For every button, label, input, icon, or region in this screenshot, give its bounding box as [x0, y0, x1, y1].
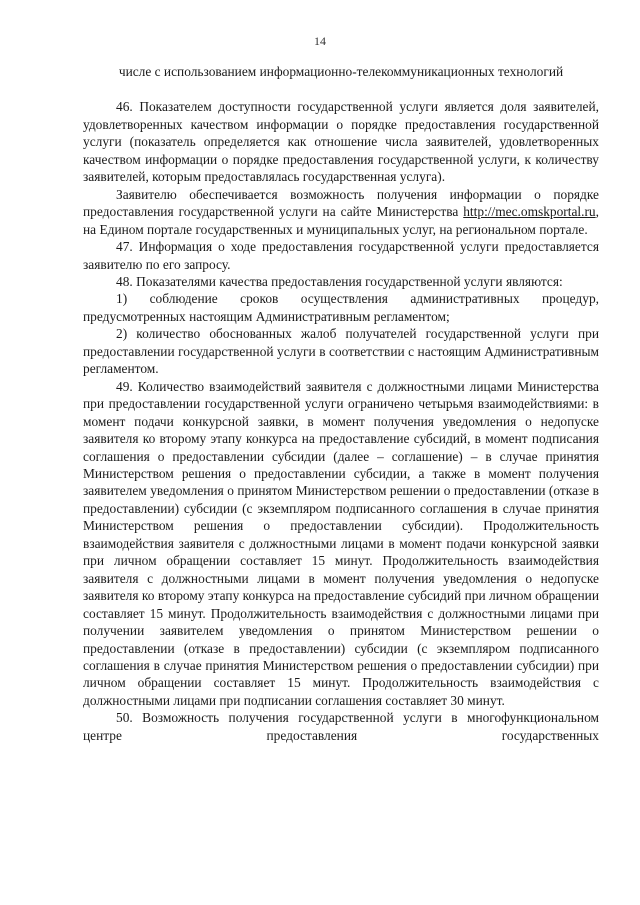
- paragraph-48-item-1: 1) соблюдение сроков осуществления административных процедур, предусмотренных настоящим Административным регламентом;: [83, 291, 599, 324]
- paragraph-46-info-text-after: , на Едином портале государственных и муниципальных услуг, на региональном портале.: [83, 204, 599, 237]
- paragraph-48-item-2: 2) количество обоснованных жалоб получателей государственной услуги при предоставлении государственной услуги в соответствии с настоящим Административным регламентом.: [83, 326, 599, 377]
- page-number: 14: [314, 34, 326, 48]
- paragraph-50: 50. Возможность получения государственной услуги в многофункциональном центре предоставления государственных: [83, 710, 599, 743]
- document-body: [83, 63, 599, 744]
- paragraph-49: 49. Количество взаимодействий заявителя с должностными лицами Министерства при предоставлении государственной услуги ограничено четырьмя взаимодействиями: в момент подачи конкурсной заявки, в момент получения уведомления о недопуске заявителя ко второму этапу конкурса на предоставление субсидий, в момент подписания соглашения о предоставлении субсидии (далее – соглашение) – в случае принятия Министерством решения о предоставлении субсидии, а также в момент получения заявителем уведомления о принятом Министерством решении о предоставлении (отказе в предоставлении) субсидии (с экземпляром подписанного соглашения в случае принятия Министерством решения о предоставлении субсидии). Продолжительность взаимодействия заявителя с должностными лицами в момент подачи конкурсной заявки при личном обращении составляет 15 минут. Продолжительность взаимодействия заявителя с должностными лицами в момент получения уведомления о недопуске заявителя ко второму этапу конкурса на предоставление субсидий при личном обращении составляет 15 минут. Продолжительность взаимодействия с должностными лицами при получении заявителем уведомления о принятом Министерством решении о предоставлении (отказе в предоставлении) субсидии (с экземпляром подписанного соглашения в случае принятия Министерством решения о предоставлении субсидии) при личном обращении составляет 15 минут. Продолжительность взаимодействия с должностными лицами при подписании соглашения составляет 30 минут.: [83, 378, 599, 708]
- paragraph-46-info: [83, 186, 599, 238]
- paragraph-48: 48. Показателями качества предоставления государственной услуги являются:: [116, 273, 563, 289]
- paragraph-47: 47. Информация о ходе предоставления государственной услуги предоставляется заявителю по его запросу.: [83, 239, 599, 272]
- paragraph-46: 46. Показателем доступности государственной услуги является доля заявителей, удовлетворенных качеством информации о порядке предоставления государственной услуги (показатель определяется как отношение числа заявителей, удовлетворенных качеством информации о порядке предоставления государственной услуги, к количеству заявителей, которым предоставлялась государственная услуга).: [83, 99, 599, 185]
- continuation-line: числе с использованием информационно-телекоммуникационных технологий: [118, 64, 564, 79]
- ministry-site-link[interactable]: http://mec.omskportal.ru: [463, 204, 596, 220]
- paragraph-46-info-text-before: Заявителю обеспечивается возможность получения информации о порядке предоставления государственной услуги на сайте Министерства: [83, 186, 599, 220]
